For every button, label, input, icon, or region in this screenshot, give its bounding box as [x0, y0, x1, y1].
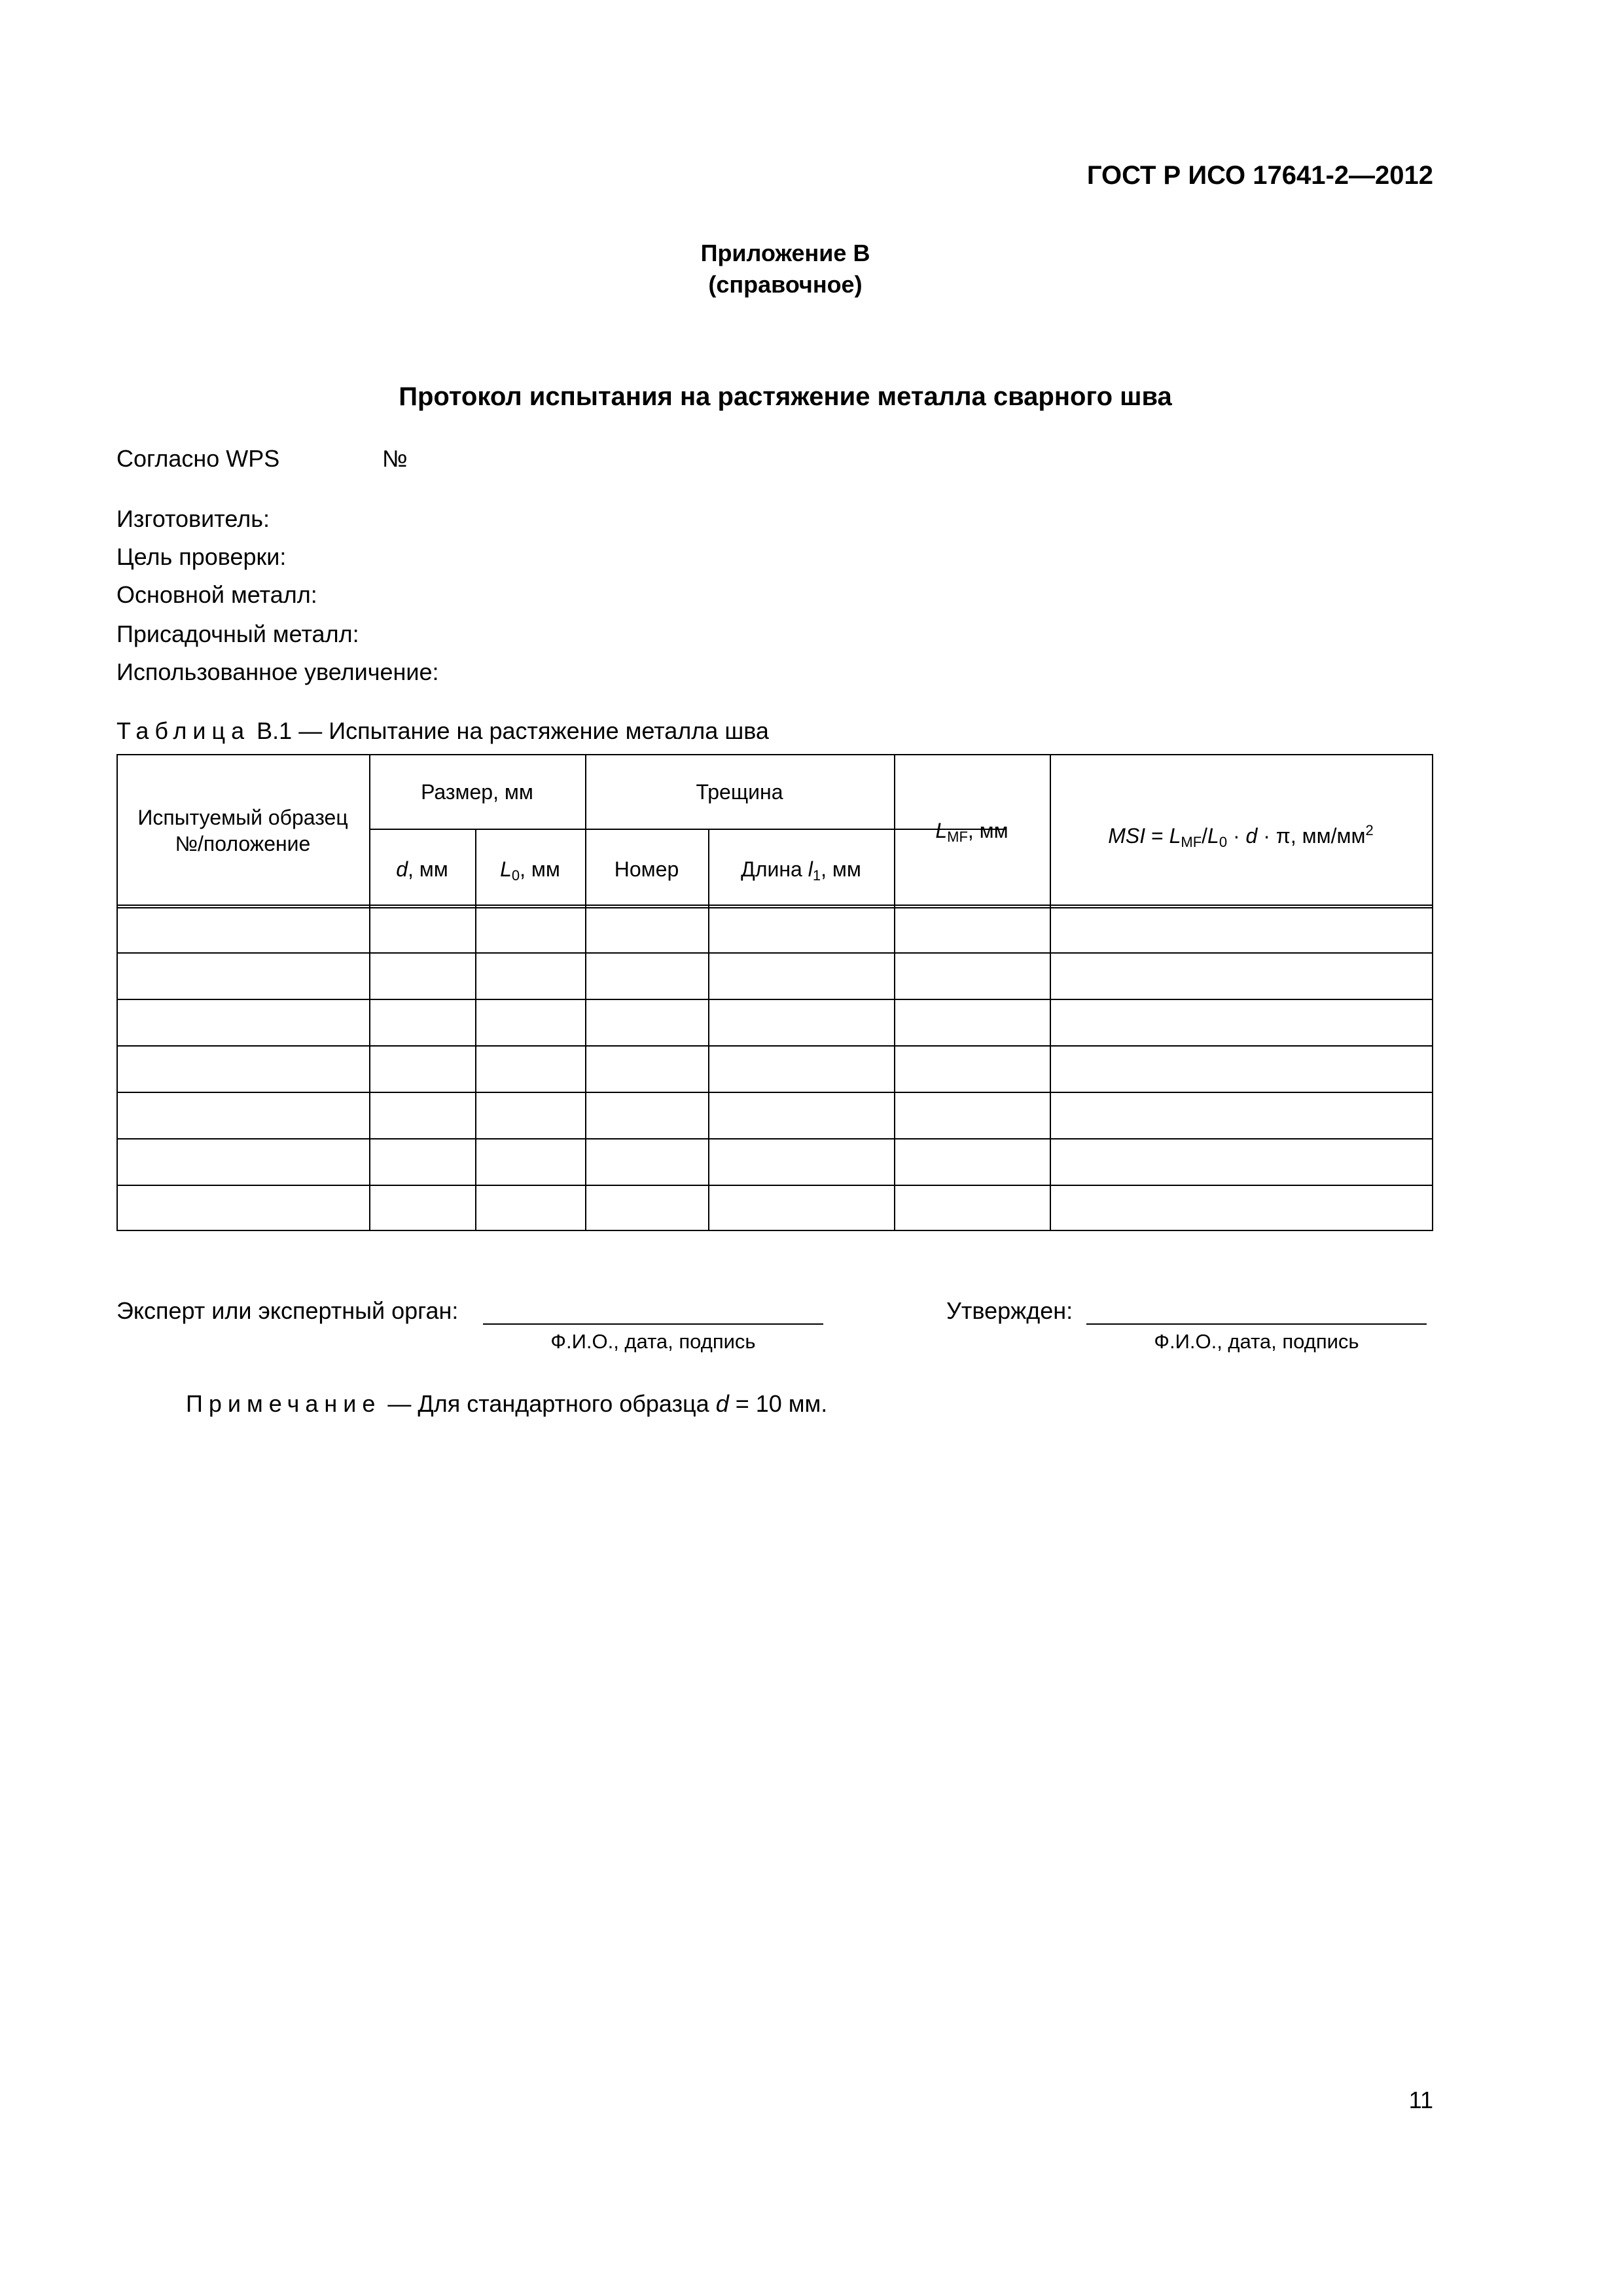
row-line [116, 999, 1433, 1000]
length-prefix: Длина [741, 857, 808, 881]
field-base-metal: Основной металл: [116, 581, 317, 608]
page-number: 11 [1408, 2087, 1433, 2113]
tensile-test-table [116, 754, 1433, 1231]
column-line [369, 754, 370, 1231]
msi-dot: · [1227, 824, 1246, 848]
expert-label: Эксперт или экспертный орган: [116, 1297, 459, 1324]
msi-l0-subscript: 0 [1219, 834, 1228, 850]
header-bottom-line [116, 905, 1433, 906]
msi-superscript: 2 [1365, 822, 1374, 838]
header-size-group: Размер, мм [421, 780, 533, 804]
header-lmf [894, 817, 1050, 850]
table-caption [116, 717, 769, 745]
msi-l: L [1169, 824, 1181, 848]
l0-symbol: L [500, 857, 512, 881]
lmf-subscript: MF [947, 829, 968, 845]
wps-label: Согласно WPS [116, 445, 280, 472]
approved-label: Утвержден: [946, 1297, 1073, 1324]
column-line [708, 829, 709, 1231]
d-unit: , мм [408, 857, 448, 881]
header-specimen-line2: №/положение [175, 832, 311, 855]
table-border-right [1432, 754, 1433, 1231]
header-msi-formula [1050, 817, 1432, 855]
field-manufacturer: Изготовитель: [116, 505, 270, 532]
length-symbol: l [808, 857, 813, 881]
msi-slash: / [1202, 824, 1208, 848]
document-title: Протокол испытания на растяжение металла сварного шва [399, 382, 1172, 411]
note-symbol: d [715, 1390, 729, 1417]
l0-unit: , мм [520, 857, 560, 881]
expert-signature-hint: Ф.И.О., дата, подпись [550, 1330, 756, 1353]
note [186, 1390, 827, 1418]
l0-subscript: 0 [511, 867, 520, 884]
msi-unit: · π, мм/мм [1257, 824, 1366, 848]
row-line [116, 1185, 1433, 1186]
row-line [116, 1092, 1433, 1093]
column-line [585, 754, 586, 1231]
row-line [116, 1138, 1433, 1139]
lmf-unit: , мм [967, 819, 1008, 842]
header-specimen-line1: Испытуемый образец [137, 806, 348, 829]
table-caption-word: Таблица [116, 717, 251, 744]
appendix-subtitle: (справочное) [708, 271, 863, 298]
header-l0 [475, 856, 585, 889]
table-border-bottom [116, 1230, 1433, 1231]
lmf-symbol: L [935, 819, 948, 842]
msi-symbol: MSI [1108, 824, 1146, 848]
table-caption-text: В.1 — Испытание на растяжение металла шва [250, 717, 769, 744]
d-symbol: d [396, 857, 408, 881]
length-subscript: 1 [812, 867, 821, 884]
header-bottom-line [116, 907, 1433, 908]
note-word: Примечание [186, 1390, 382, 1417]
approved-signature-line [1086, 1323, 1427, 1325]
row-line [116, 952, 1433, 954]
row-line [116, 1045, 1433, 1047]
expert-signature-line [483, 1323, 823, 1325]
header-crack-number: Номер [614, 857, 679, 881]
msi-l-subscript: MF [1181, 834, 1202, 850]
field-filler-metal: Присадочный металл: [116, 620, 359, 647]
note-text: — Для стандартного образца [381, 1390, 716, 1417]
header-crack-group: Трещина [696, 780, 783, 804]
header-specimen [116, 804, 369, 857]
msi-l0: L [1207, 824, 1219, 848]
header-crack-length [708, 856, 894, 889]
note-suffix: = 10 мм. [728, 1390, 828, 1417]
column-line [475, 829, 476, 1231]
appendix-title: Приложение В [700, 240, 870, 266]
table-border-top [116, 754, 1433, 755]
field-purpose: Цель проверки: [116, 543, 287, 570]
field-magnification: Использованное увеличение: [116, 658, 439, 685]
msi-d: d [1245, 824, 1258, 848]
header-d [369, 856, 475, 882]
approved-signature-hint: Ф.И.О., дата, подпись [1154, 1330, 1359, 1353]
document-code: ГОСТ Р ИСО 17641-2—2012 [1086, 161, 1433, 190]
length-unit: , мм [821, 857, 861, 881]
wps-number-label: № [382, 445, 408, 472]
msi-equals: = [1145, 824, 1169, 848]
